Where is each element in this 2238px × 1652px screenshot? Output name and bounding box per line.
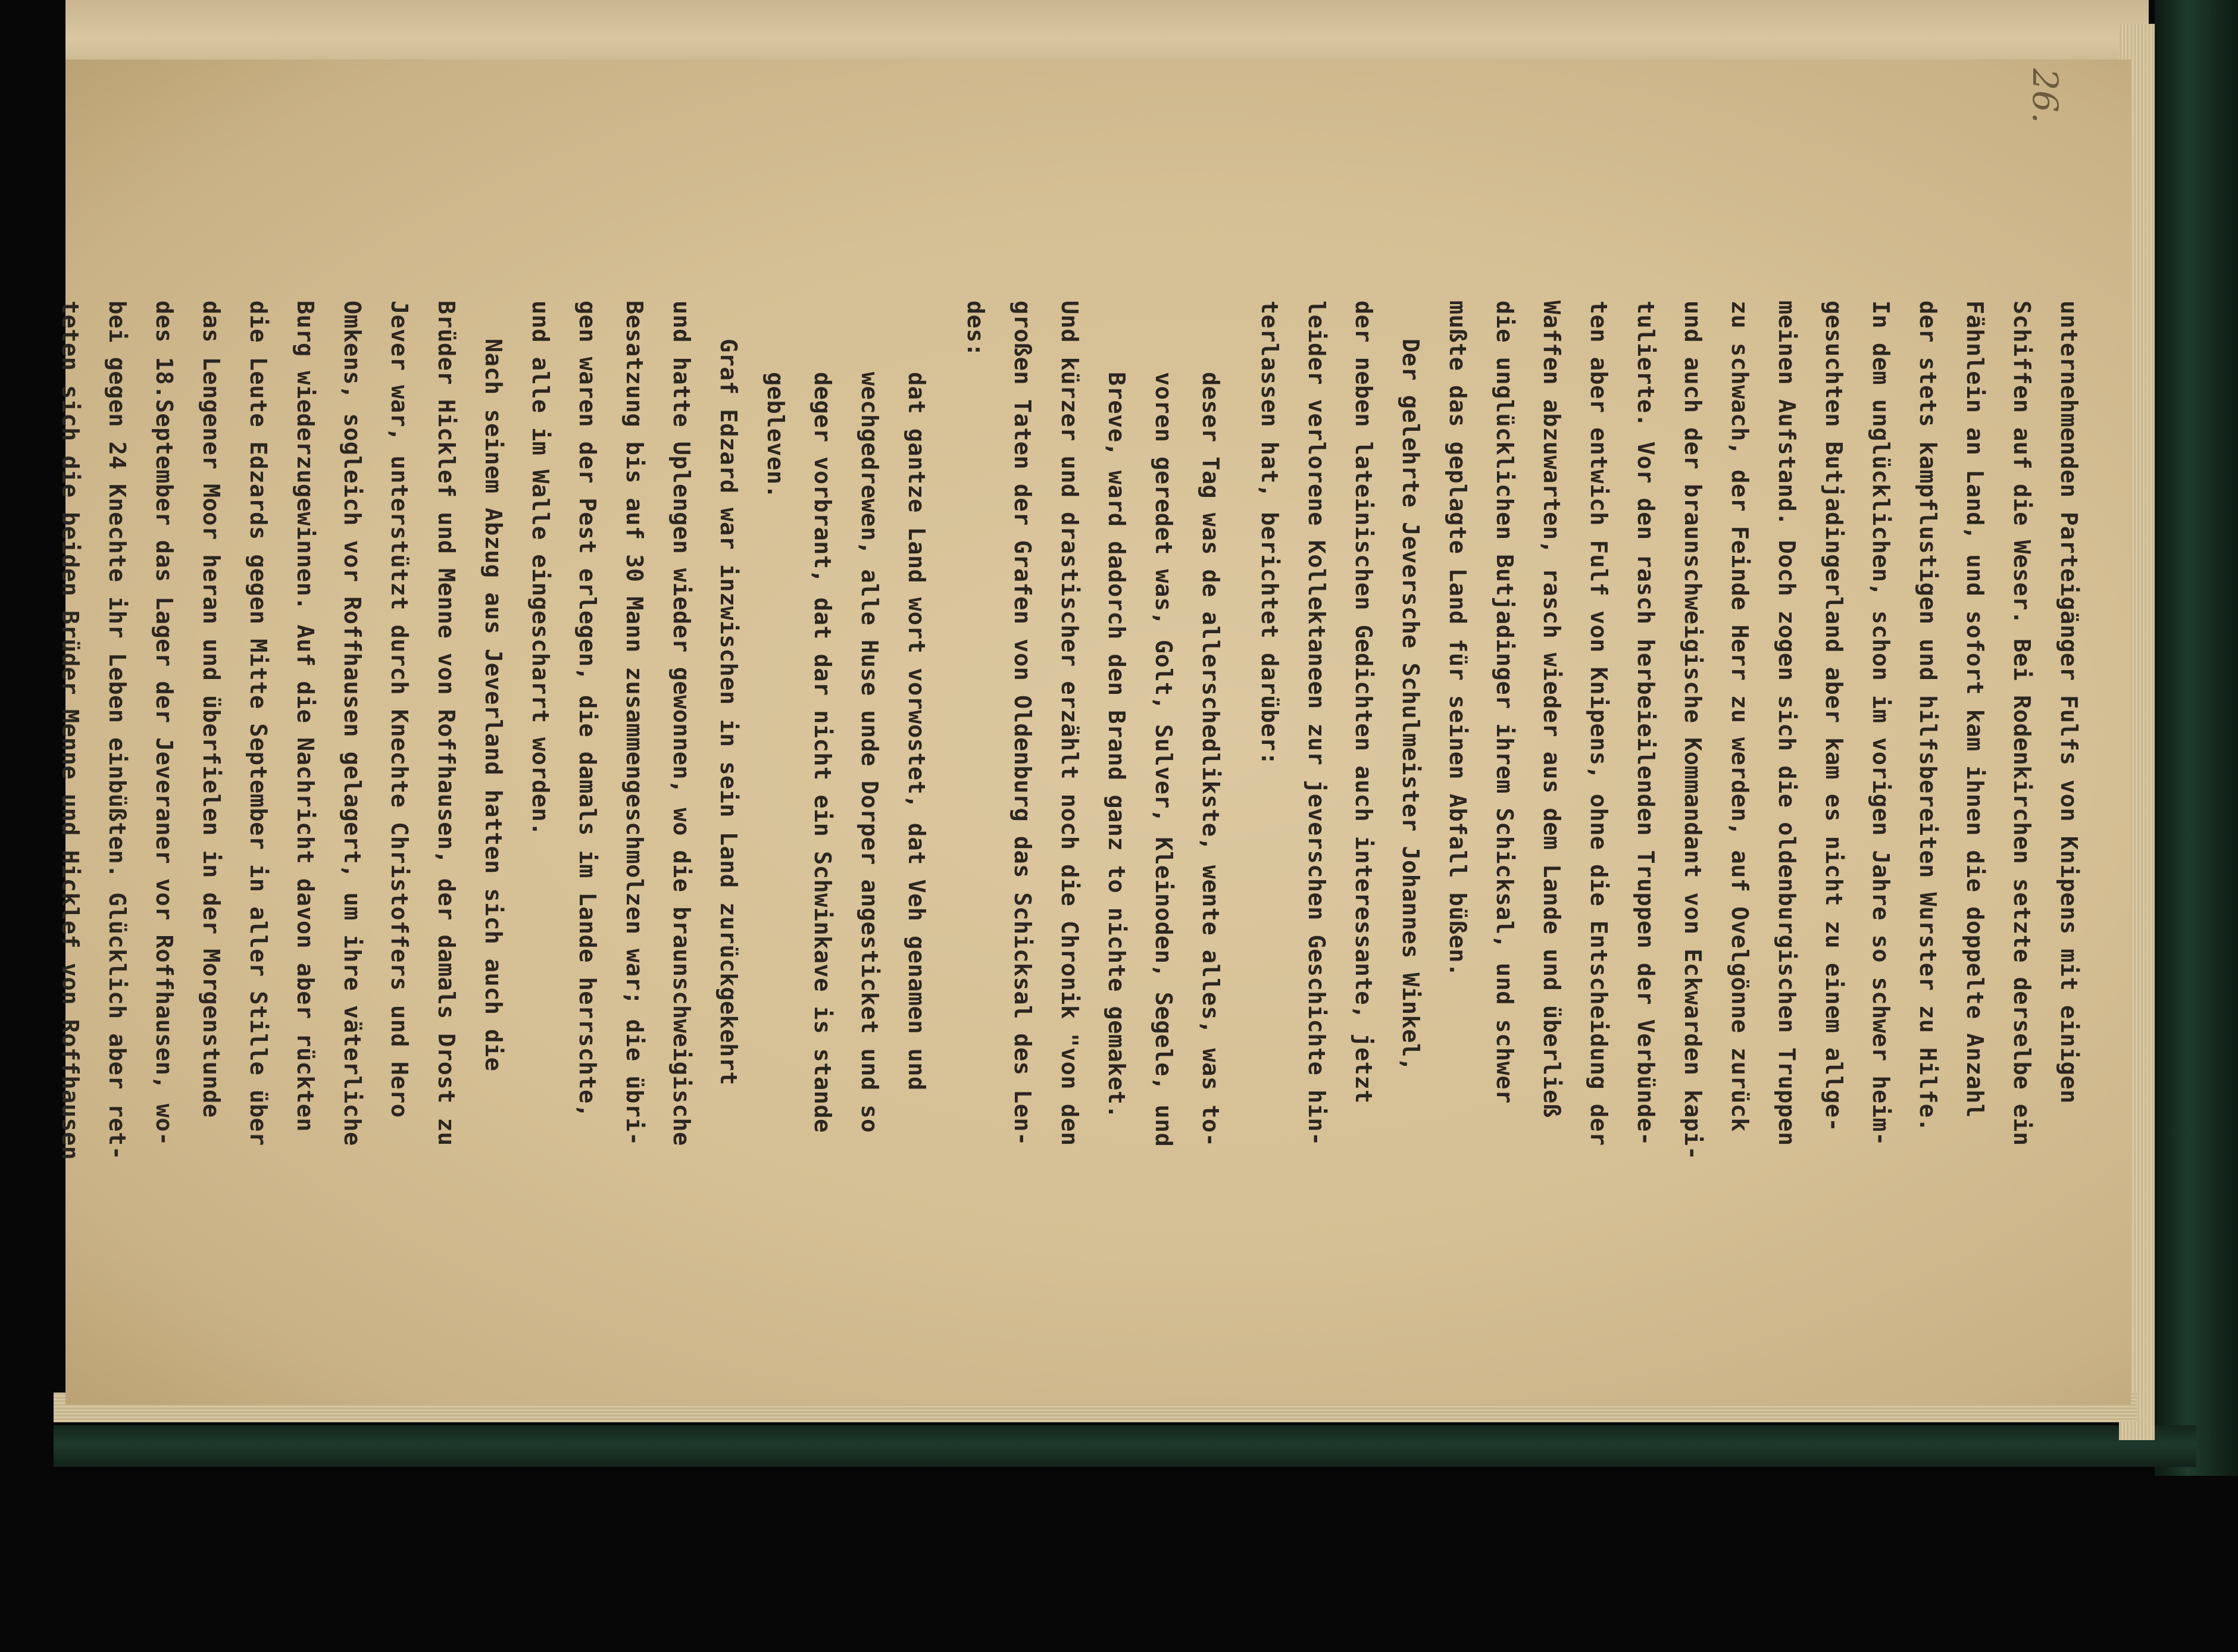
text-line: der stets kampflustigen und hilfsbereiten Wurster zu Hilfe. xyxy=(1914,301,1941,1132)
spacer xyxy=(940,301,952,1360)
text-line: Fähnlein an Land, und sofort kam ihnen die doppelte Anzahl xyxy=(1961,301,1988,1118)
text-line: Nach seinem Abzug aus Jeverland hatten sich auch die xyxy=(480,339,507,1072)
text-line: tulierte. Vor den rasch herbeieilenden Truppen der Verbünde- xyxy=(1632,301,1659,1146)
text-line: unternehmenden Parteigänger Fulfs von Knipens mit einigen xyxy=(2055,301,2082,1104)
text-line: terlassen hat, berichtet darüber: xyxy=(1256,301,1283,766)
text-line: großen Taten der Grafen von Oldenburg das Schicksal des Len- xyxy=(1009,301,1036,1146)
quote-line: gebleven. xyxy=(762,372,789,499)
text-line: des 18.September das Lager der Jeveraner vor Roffhausen, wo- xyxy=(151,301,177,1146)
text-line: zu schwach, der Feinde Herr zu werden, auf Ovelgönne zurück xyxy=(1726,301,1753,1132)
spacer xyxy=(1234,301,1246,1360)
text-line: meinen Aufstand. Doch zogen sich die oldenburgischen Truppen xyxy=(1773,301,1800,1146)
quote-line: wechgedrewen, alle Huse unde Dorper angesticket und so xyxy=(856,372,883,1133)
quote-line: voren geredet was, Golt, Sulver, Kleinoden, Segele, und xyxy=(1150,372,1177,1147)
text-line: teten sich die beiden Brüder Menne und Hicklef von Roffhausen xyxy=(57,301,83,1160)
quote-line: dat gantze Land wort vorwostet, dat Veh genamen und xyxy=(903,372,930,1091)
text-line: In dem unglücklichen, schon im vorigen Jahre so schwer heim- xyxy=(1867,301,1894,1146)
text-line: Burg wiederzugewinnen. Auf die Nachricht davon aber rückten xyxy=(292,301,318,1132)
text-line: der neben lateinischen Gedichten auch interessante, jetzt xyxy=(1350,301,1377,1104)
typewritten-text xyxy=(46,301,2092,1360)
text-line: gesuchten Butjadingerland aber kam es nicht zu einem allge- xyxy=(1820,301,1847,1132)
text-line: mußte das geplagte Land für seinen Abfall büßen. xyxy=(1444,301,1471,977)
text-line: Waffen abzuwarten, rasch wieder aus dem Lande und überließ xyxy=(1538,301,1565,1118)
text-line: und auch der braunschweigische Kommandant von Eckwarden kapi- xyxy=(1679,301,1706,1160)
quote-line: deser Tag was de allerschedlikste, wente alles, was to- xyxy=(1197,372,1224,1147)
text-line: Der gelehrte Jeversche Schulmeister Johannes Winkel, xyxy=(1397,339,1424,1072)
text-line: Und kürzer und drastischer erzählt noch die Chronik "von den xyxy=(1056,301,1083,1146)
page-number: 26. xyxy=(2025,68,2065,124)
text-line: Graf Edzard war inzwischen in sein Land zurückgekehrt xyxy=(715,339,742,1085)
text-line: Jever war, unterstützt durch Knechte Christoffers und Hero xyxy=(386,301,412,1118)
text-line: Besatzung bis auf 30 Mann zusammengeschmolzen war; die übri- xyxy=(621,301,648,1146)
book-cover-edge xyxy=(54,1425,2196,1467)
page-top-edge xyxy=(65,0,2149,65)
text-line: das Lengener Moor heran und überfielen in der Morgenstunde xyxy=(198,301,224,1118)
text-line: die Leute Edzards gegen Mitte September in aller Stille über xyxy=(245,301,271,1146)
text-line: und hatte Uplengen wieder gewonnen, wo die braunschweigische xyxy=(668,301,695,1146)
text-line: ten aber entwich Fulf von Knipens, ohne die Entscheidung der xyxy=(1585,301,1612,1146)
book-cover-spine xyxy=(2155,0,2238,1476)
text-line: Omkens, sogleich vor Roffhausen gelagert, um ihre väterliche xyxy=(339,301,365,1146)
quote-line: deger vorbrant, dat dar nicht ein Schwinkave is stande xyxy=(809,372,836,1133)
text-line: des: xyxy=(962,301,989,357)
text-line: bei gegen 24 Knechte ihr Leben einbüßten. Glücklich aber ret- xyxy=(104,301,130,1160)
text-line: Schiffen auf die Weser. Bei Rodenkirchen setzte derselbe ein xyxy=(2008,301,2035,1146)
text-line: gen waren der Pest erlegen, die damals im Lande herrschte, xyxy=(574,301,601,1118)
text-line: Brüder Hicklef und Menne von Roffhausen, der damals Drost zu xyxy=(433,301,460,1146)
text-line: leider verlorene Kollektaneen zur jeverschen Geschichte hin- xyxy=(1303,301,1330,1146)
text-line: und alle im Walle eingescharrt worden. xyxy=(527,301,554,836)
text-line: die unglücklichen Butjadinger ihrem Schicksal, und schwer xyxy=(1491,301,1518,1104)
quote-line: Breve, ward dadorch den Brand ganz to nichte gemaket. xyxy=(1103,372,1130,1119)
